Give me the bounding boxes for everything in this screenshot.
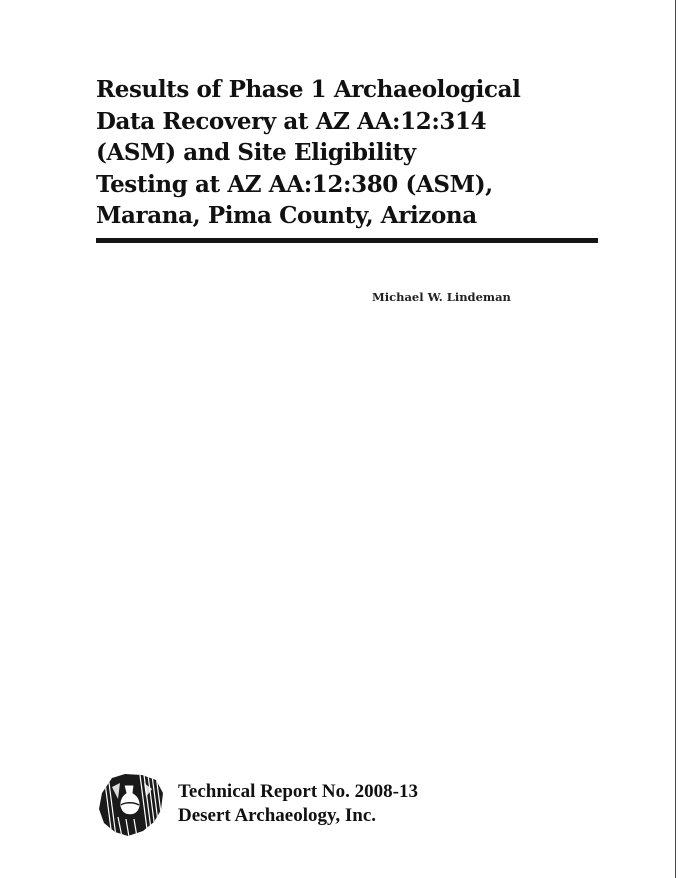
title-line-1: Results of Phase 1 Archaeological (96, 76, 521, 103)
publisher-name: Desert Archaeology, Inc. (178, 805, 377, 826)
title-line-5: Marana, Pima County, Arizona (96, 202, 477, 230)
title-line-2: Data Recovery at AZ AA:12:314 (96, 107, 487, 135)
title-line-4: Testing at AZ AA:12:380 (ASM), (96, 170, 493, 198)
title-line-3: (ASM) and Site Eligibility (96, 139, 416, 167)
report-info (178, 780, 418, 828)
title-rule (96, 238, 598, 243)
desert-archaeology-logo-icon (98, 773, 164, 837)
author-name: Michael W. Lindeman (372, 290, 511, 304)
report-number: Technical Report No. 2008-13 (178, 781, 418, 802)
page-edge-divider (675, 0, 676, 878)
report-title (96, 74, 556, 232)
